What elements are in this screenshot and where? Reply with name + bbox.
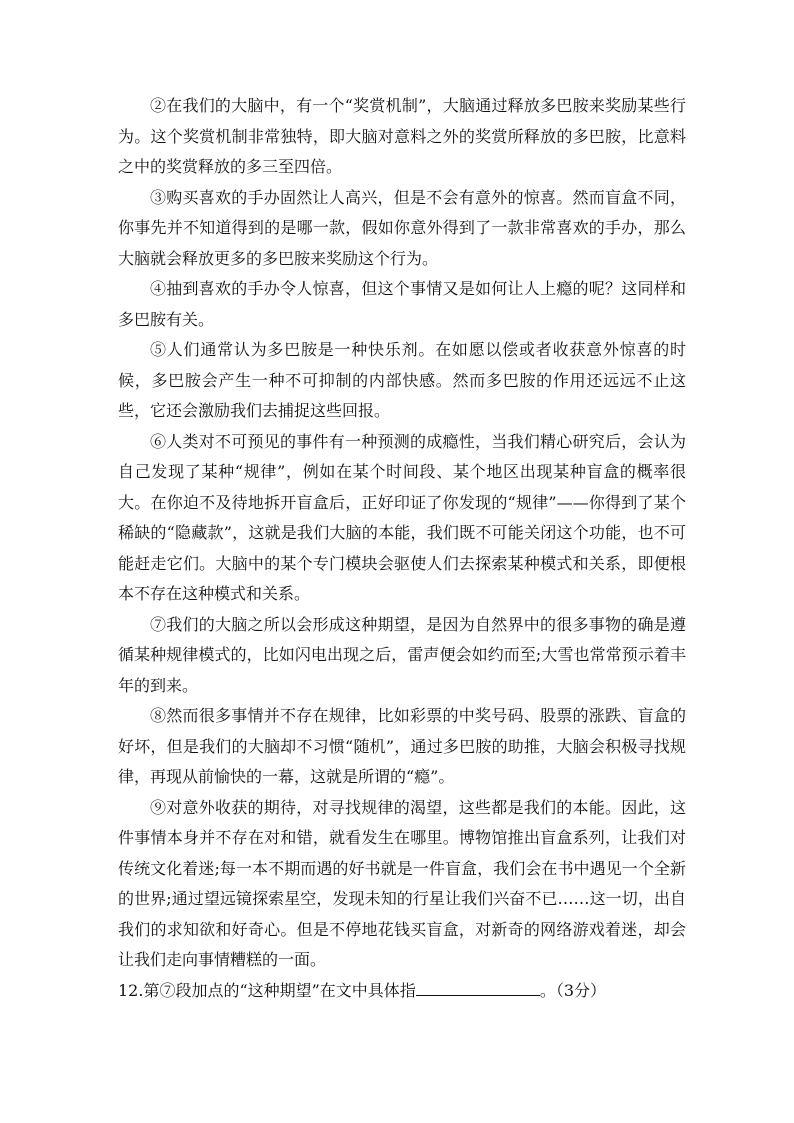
paragraph-6: ⑥人类对不可预见的事件有一种预测的成瘾性，当我们精心研究后，会认为自己发现了某种“规律”，例如在某个时间段、某个地区出现某种盲盒的概率很大。在你迫不及待地拆开盲盒后，正好印证了你发现的“规律”——你得到了某个稀缺的“隐藏款”，这就是我们大脑的本能，我们既不可能关闭这个功能，也不可能赶走它们。大脑中的某个专门模块会驱使人们去探索某种模式和关系，即便根本不存在这种模式和关系。	[118, 431, 686, 603]
answer-blank[interactable]	[416, 981, 540, 996]
paragraph-9: ⑨对意外收获的期待，对寻找规律的渴望，这些都是我们的本能。因此，这件事情本身并不存在对和错，就看发生在哪里。博物馆推出盲盒系列，让我们对传统文化着迷;每一本不期而遇的好书就是一件盲盒，我们会在书中遇见一个全新的世界;通过望远镜探索星空，发现未知的行星让我们兴奋不已……这一切，出自我们的求知欲和好奇心。但是不停地花钱买盲盒，对新奇的网络游戏着迷，却会让我们走向事情糟糕的一面。	[118, 797, 686, 969]
paragraph-2: ②在我们的大脑中，有一个“奖赏机制”，大脑通过释放多巴胺来奖励某些行为。这个奖赏机制非常独特，即大脑对意料之外的奖赏所释放的多巴胺，比意料之中的奖赏释放的多三至四倍。	[118, 96, 686, 176]
question-12	[118, 976, 686, 1007]
document-page	[118, 91, 686, 1006]
question-suffix: 。（3分）	[539, 980, 606, 1000]
paragraph-8: ⑧然而很多事情并不存在规律，比如彩票的中奖号码、股票的涨跌、盲盒的好坏，但是我们的大脑却不习惯“随机”，通过多巴胺的助推，大脑会积极寻找规律，再现从前愉快的一幕，这就是所谓的“瘾”。	[118, 706, 686, 786]
paragraph-3: ③购买喜欢的手办固然让人高兴，但是不会有意外的惊喜。然而盲盒不同，你事先并不知道得到的是哪一款，假如你意外得到了一款非常喜欢的手办，那么大脑就会释放更多的多巴胺来奖励这个行为。	[118, 187, 686, 268]
paragraph-4: ④抽到喜欢的手办令人惊喜，但这个事情又是如何让人上瘾的呢？这同样和多巴胺有关。	[118, 279, 686, 329]
paragraph-5: ⑤人们通常认为多巴胺是一种快乐剂。在如愿以偿或者收获意外惊喜的时候，多巴胺会产生一种不可抑制的内部快感。然而多巴胺的作用还远远不止这些，它还会激励我们去捕捉这些回报。	[118, 340, 686, 420]
paragraph-7: ⑦我们的大脑之所以会形成这种期望，是因为自然界中的很多事物的确是遵循某种规律模式的，比如闪电出现之后，雷声便会如约而至;大雪也常常预示着丰年的到来。	[118, 614, 686, 695]
question-prefix: 12.第⑦段加点的“这种期望”在文中具体指	[118, 980, 416, 1000]
